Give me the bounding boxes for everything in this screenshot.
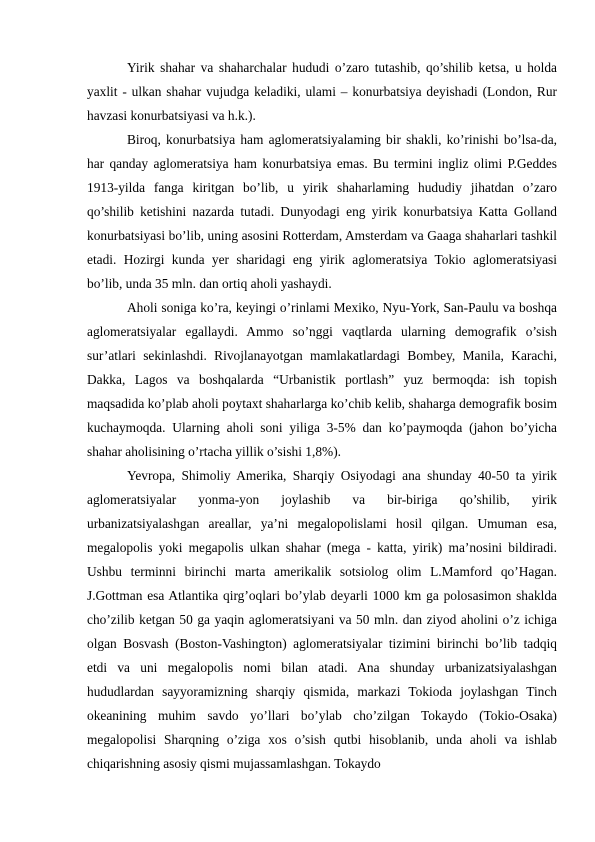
paragraph-megalopolis: Yevropa, Shimoliy Amerika, Sharqiy Osiyodagi ana shunday 40-50 ta yirik aglomeratsiyalar yonma-yon joylashib va bir-biriga qo’shilib, yirik urbanizatsiyalashgan areallar, ya’ni megalopolislami hosil qilgan. Umuman esa, megalopolis yoki megapolis ulkan shahar (mega - katta, yirik) ma’nosini bildiradi. Ushbu terminni birinchi marta amerikalik sotsiolog olim L.Mamford qo’Hagan. J.Gottman esa Atlantika qirg’oqlari bo’ylab deyarli 1000 km ga polosasimon shaklda cho’zilib ketgan 50 ga yaqin aglomeratsiyani va 50 mln. dan ziyod aholini o’z ichiga olgan Bosvash (Boston-Vashington) aglomeratsiyalar tizimini birinchi bo’lib tadqiq etdi va uni megalopolis nomi bilan atadi. Ana shunday urbanizatsiyalashgan hududlardan sayyoramizning sharqiy qismida, markazi Tokioda joylashgan Tinch okeanining muhim savdo yo’llari bo’ylab cho’zilgan Tokaydo (Tokio-Osaka) megalopolisi Sharqning o’ziga xos o’sish qutbi hisoblanib, unda aholi va ishlab chiqarishning asosiy qismi mujassamlashgan. Tokaydo [87, 468, 557, 771]
document-page [87, 56, 557, 776]
paragraph-konurbatsiya-definition: Biroq, konurbatsiya ham aglomeratsiyalaming bir shakli, ko’rinishi bo’lsa-da, har qanday aglomeratsiya ham konurbatsiya emas. Bu termini ingliz olimi P.Geddes 1913-yilda fanga kiritgan bo’lib, u yirik shaharlaming hududiy jihatdan o’zaro qo’shilib ketishini nazarda tutadi. Dunyodagi eng yirik konurbatsiya Katta Golland konurbatsiyasi bo’lib, uning asosini Rotterdam, Amsterdam va Gaaga shaharlari tashkil etadi. Hozirgi kunda yer sharidagi eng yirik aglomeratsiya Tokio aglomeratsiyasi bo’lib, unda 35 mln. dan ortiq aholi yashaydi. [87, 132, 557, 291]
paragraph-konurbatsiya: Yirik shahar va shaharchalar hududi o’zaro tutashib, qo’shilib ketsa, u holda yaxlit - ulkan shahar vujudga keladiki, ulami – konurbatsiya deyishadi (London, Rur havzasi konurbatsiyasi va h.k.). [87, 60, 557, 123]
paragraph-population-growth: Aholi soniga ko’ra, keyingi o’rinlami Mexiko, Nyu-York, San-Paulu va boshqa aglomeratsiyalar egallaydi. Ammo so’nggi vaqtlarda ularning demografik o’sish sur’atlari sekinlashdi. Rivojlanayotgan mamlakatlardagi Bombey, Manila, Karachi, Dakka, Lagos va boshqalarda “Urbanistik portlash” yuz bermoqda: ish topish maqsadida ko’plab aholi poytaxt shaharlarga ko’chib kelib, shaharga demografik bosim kuchaymoqda. Ularning aholi soni yiliga 3-5% dan ko’paymoqda (jahon bo’yicha shahar aholisining o’rtacha yillik o’sishi 1,8%). [87, 300, 557, 459]
